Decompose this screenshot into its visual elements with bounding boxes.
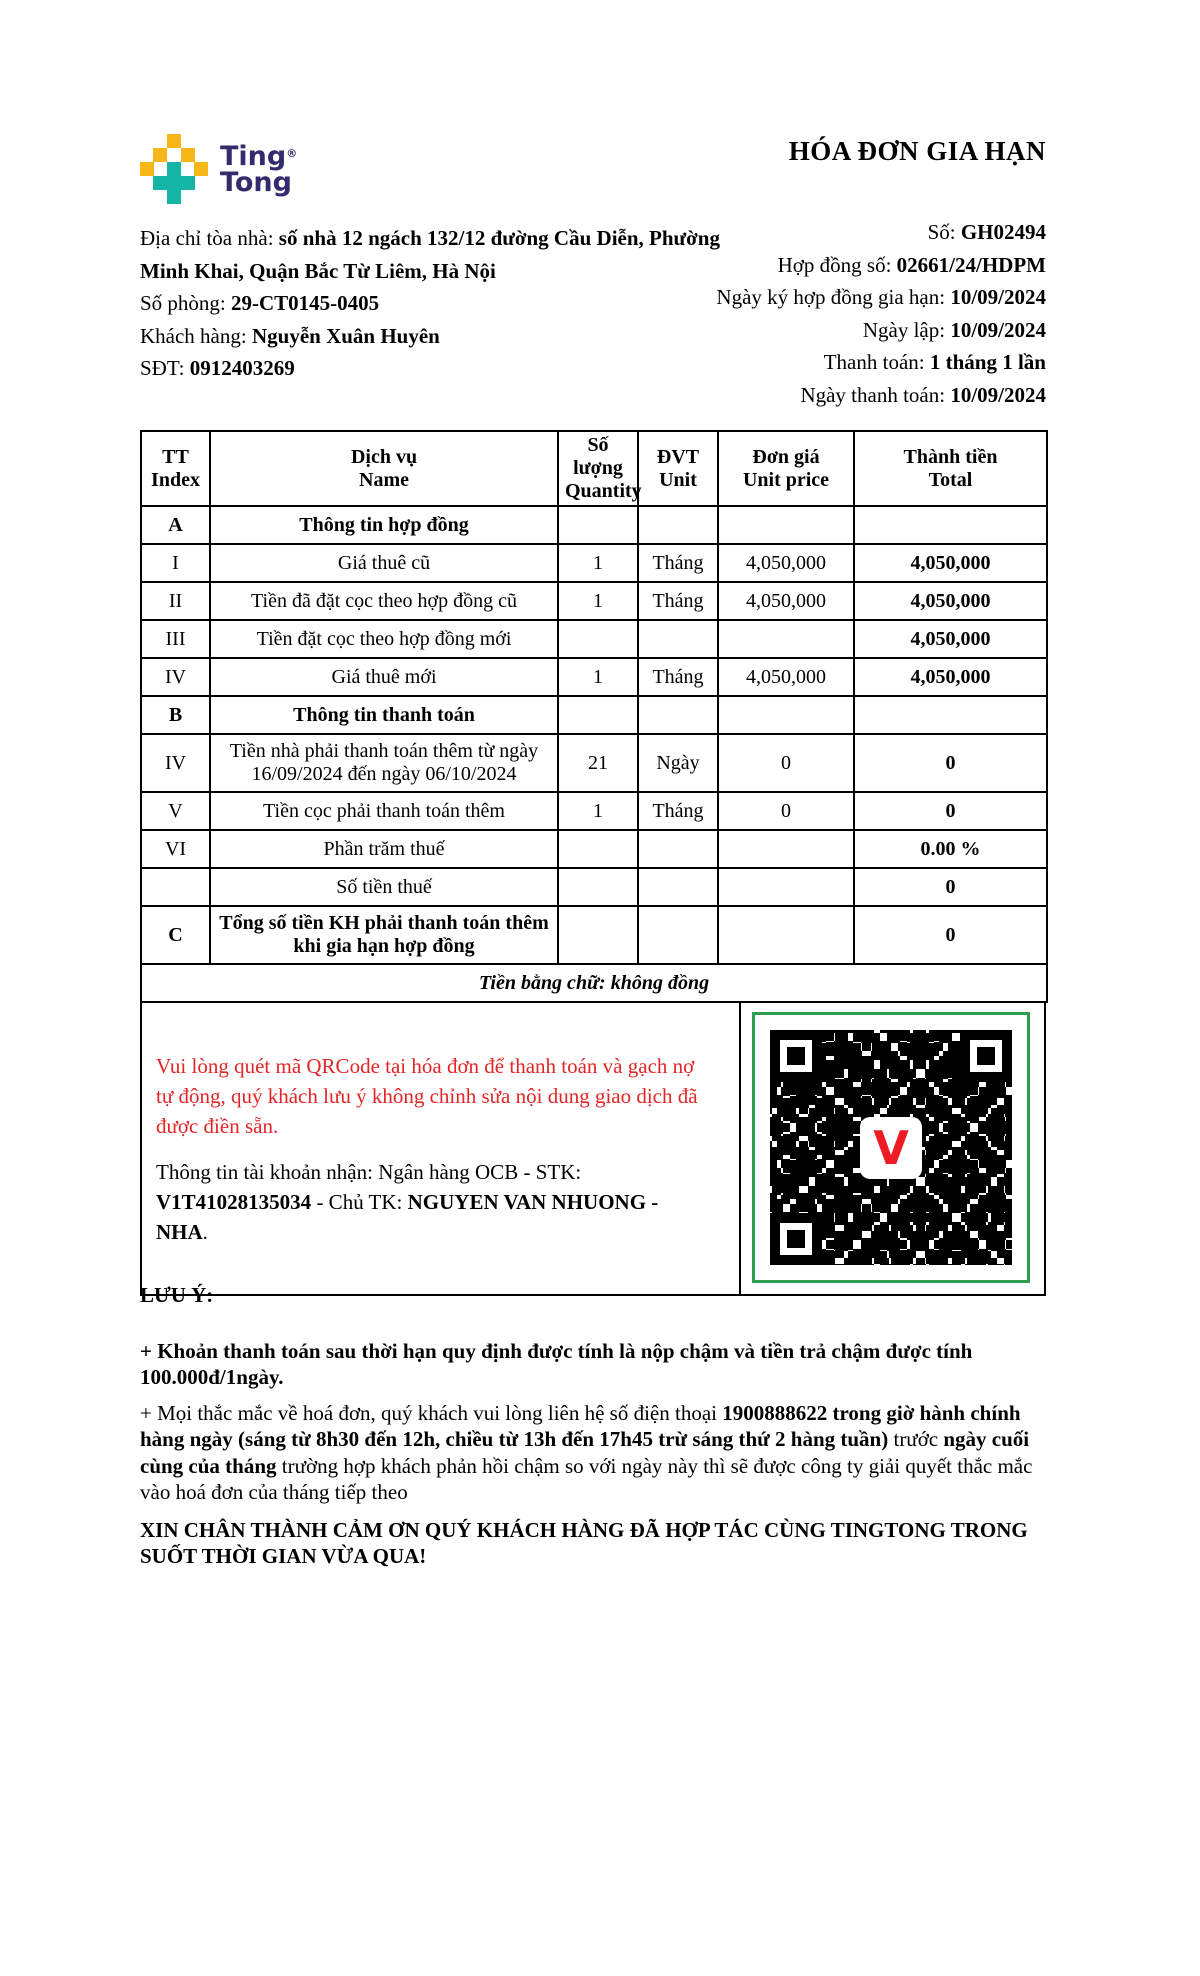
table-row: V Tiền cọc phải thanh toán thêm 1 Tháng 0 0 (141, 792, 1047, 830)
table-row: IV Giá thuê mới 1 Tháng 4,050,000 4,050,000 (141, 658, 1047, 696)
tingtong-logo (140, 134, 297, 202)
col-header-unit-price: Đơn giá Unit price (718, 431, 854, 506)
col-header-unit: ĐVT Unit (638, 431, 718, 506)
contract-sign-date-line: Ngày ký hợp đồng gia hạn: 10/09/2024 (716, 285, 1046, 309)
col-header-total: Thành tiền Total (854, 431, 1047, 506)
qr-warning-text: Vui lòng quét mã QRCode tại hóa đơn để thanh toán và gạch nợ tự động, quý khách lưu ý không chỉnh sửa nội dung giao dịch đã được điền sẵn. (156, 1053, 698, 1138)
qr-finder-icon (770, 1030, 822, 1082)
issue-date-line: Ngày lập: 10/09/2024 (862, 317, 1046, 342)
late-payment-note: + Khoản thanh toán sau thời hạn quy định được tính là nộp chậm và tiền trả chậm được tính 100.000đ/1ngày. (140, 1338, 973, 1389)
table-row: II Tiền đã đặt cọc theo hợp đồng cũ 1 Tháng 4,050,000 4,050,000 (141, 582, 1047, 620)
payment-date-line: Ngày thanh toán: 10/09/2024 (800, 382, 1046, 407)
notes-heading: LƯU Ý: (140, 1283, 214, 1307)
table-row: A Thông tin hợp đồng (141, 506, 1047, 544)
address-line-1: Địa chỉ tòa nhà: số nhà 12 ngách 132/12 đường Cầu Diễn, Phường (140, 226, 720, 250)
payment-cycle-line: Thanh toán: 1 tháng 1 lần (823, 350, 1046, 374)
table-row: B Thông tin thanh toán (141, 696, 1047, 734)
notes-section (140, 1282, 1046, 1570)
bank-account-text: Thông tin tài khoản nhận: Ngân hàng OCB - STK: V1T41028135034 - Chủ TK: NGUYEN VAN NHUONG - NHA. (156, 1159, 659, 1244)
table-row: I Giá thuê cũ 1 Tháng 4,050,000 4,050,000 (141, 544, 1047, 582)
table-row: VI Phần trăm thuế 0.00 % (141, 830, 1047, 868)
qr-finder-icon (960, 1030, 1012, 1082)
room-number-line: Số phòng: 29-CT0145-0405 (140, 291, 380, 315)
invoice-number-line: Số: GH02494 (927, 220, 1046, 244)
charges-table (140, 430, 1048, 1003)
customer-line: Khách hàng: Nguyễn Xuân Huyên (140, 323, 440, 348)
vietqr-v-icon: V (860, 1117, 922, 1179)
phone-line: SĐT: 0912403269 (140, 356, 295, 380)
payment-instructions (142, 1003, 741, 1294)
col-header-name: Dịch vụ Name (210, 431, 558, 506)
col-header-index: TT Index (141, 431, 210, 506)
table-row: Số tiền thuế 0 (141, 868, 1047, 906)
amount-in-words-row: Tiền bằng chữ: không đồng (141, 964, 1047, 1002)
qr-code (752, 1012, 1030, 1283)
table-row: C Tổng số tiền KH phải thanh toán thêm khi gia hạn hợp đồng 0 (141, 906, 1047, 964)
invoice-body (140, 430, 1046, 1296)
contract-number-line: Hợp đồng số: 02661/24/HDPM (777, 252, 1046, 277)
payment-qr-section (140, 1001, 1046, 1296)
qr-code-area (741, 1003, 1044, 1294)
qr-finder-icon (770, 1213, 822, 1265)
address-line-2: Minh Khai, Quận Bắc Từ Liêm, Hà Nội (140, 258, 496, 283)
table-header-row (141, 431, 1047, 506)
building-info-block (140, 222, 720, 385)
qr-pattern (770, 1030, 1012, 1265)
document-title: HÓA ĐƠN GIA HẠN (788, 136, 1046, 166)
hotline-note: + Mọi thắc mắc về hoá đơn, quý khách vui lòng liên hệ số điện thoại 1900888622 trong giờ hành chính hàng ngày (sáng từ 8h30 đến 12h, chiều từ 13h đến 17h45 trừ sáng thứ 2 hàng tuần) trước ngày cuối cùng của tháng trường hợp khách phản hồi chậm so với ngày này thì sẽ được công ty giải quyết thắc mắc vào hoá đơn của tháng tiếp theo (140, 1400, 1033, 1504)
tingtong-logo-icon (140, 134, 208, 202)
col-header-quantity: Số lượng Quantity (558, 431, 638, 506)
thank-you-message: XIN CHÂN THÀNH CẢM ƠN QUÝ KHÁCH HÀNG ĐÃ HỢP TÁC CÙNG TINGTONG TRONG SUỐT THỜI GIAN VỪA QUA! (140, 1517, 1028, 1568)
table-row: IV Tiền nhà phải thanh toán thêm từ ngày 16/09/2024 đến ngày 06/10/2024 21 Ngày 0 0 (141, 734, 1047, 792)
table-row: III Tiền đặt cọc theo hợp đồng mới 4,050,000 (141, 620, 1047, 658)
invoice-meta-block (716, 216, 1046, 411)
tingtong-wordmark: Ting® Tong (220, 141, 298, 198)
